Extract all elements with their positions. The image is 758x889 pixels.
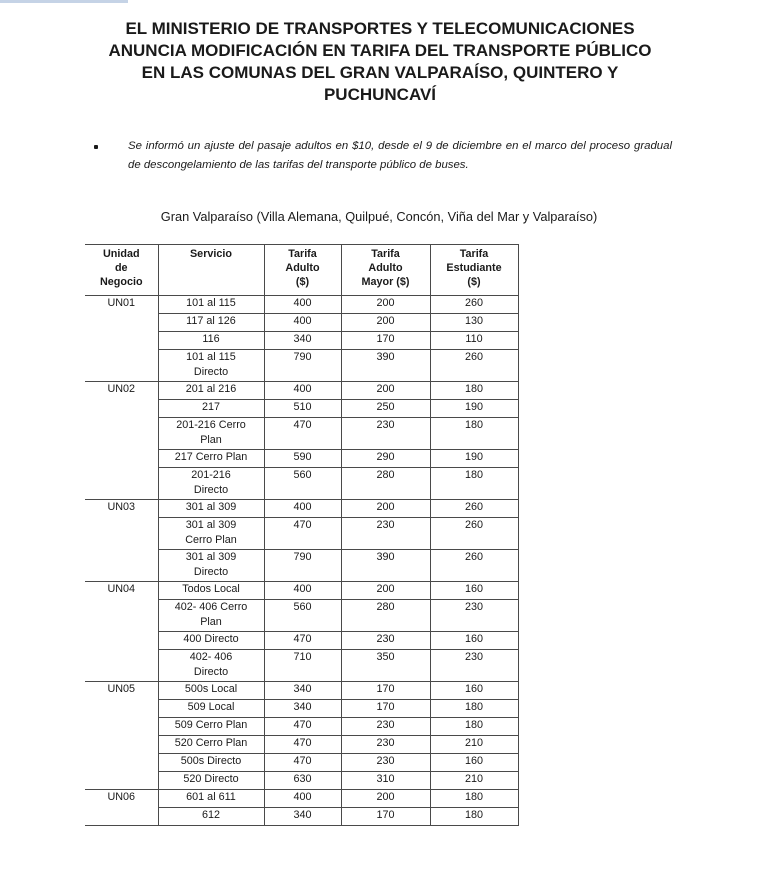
table-row <box>85 772 518 790</box>
cell-servicio: 101 al 115 Directo <box>158 350 264 382</box>
cell-tarifa-adulto-mayor: 280 <box>341 600 430 632</box>
cell-tarifa-adulto-mayor: 350 <box>341 650 430 682</box>
cell-tarifa-adulto-mayor: 290 <box>341 450 430 468</box>
cell-tarifa-estudiante: 180 <box>430 700 518 718</box>
cell-tarifa-adulto-mayor: 230 <box>341 418 430 450</box>
cell-tarifa-adulto-mayor: 230 <box>341 518 430 550</box>
cell-servicio: 217 Cerro Plan <box>158 450 264 468</box>
cell-unidad <box>85 418 158 450</box>
cell-tarifa-estudiante: 110 <box>430 332 518 350</box>
cell-unidad <box>85 314 158 332</box>
table-row <box>85 632 518 650</box>
cell-tarifa-adulto: 470 <box>264 754 341 772</box>
cell-unidad: UN01 <box>85 296 158 314</box>
cell-tarifa-adulto: 510 <box>264 400 341 418</box>
header-unidad: Unidad de Negocio <box>85 245 158 296</box>
table-row <box>85 518 518 550</box>
cell-tarifa-estudiante: 230 <box>430 600 518 632</box>
cell-tarifa-adulto: 560 <box>264 468 341 500</box>
table-row <box>85 582 518 600</box>
cell-tarifa-estudiante: 160 <box>430 582 518 600</box>
cell-unidad <box>85 350 158 382</box>
top-accent-bar <box>0 0 128 3</box>
cell-tarifa-adulto-mayor: 200 <box>341 382 430 400</box>
cell-unidad <box>85 450 158 468</box>
cell-tarifa-estudiante: 160 <box>430 632 518 650</box>
table-row <box>85 400 518 418</box>
table-row <box>85 296 518 314</box>
cell-unidad <box>85 332 158 350</box>
cell-servicio: Todos Local <box>158 582 264 600</box>
cell-tarifa-adulto-mayor: 310 <box>341 772 430 790</box>
table-row <box>85 650 518 682</box>
table-row <box>85 382 518 400</box>
cell-tarifa-estudiante: 160 <box>430 754 518 772</box>
cell-servicio: 201-216 Cerro Plan <box>158 418 264 450</box>
cell-servicio: 301 al 309 <box>158 500 264 518</box>
cell-servicio: 101 al 115 <box>158 296 264 314</box>
cell-servicio: 201 al 216 <box>158 382 264 400</box>
cell-unidad <box>85 700 158 718</box>
cell-tarifa-estudiante: 210 <box>430 736 518 754</box>
cell-servicio: 509 Local <box>158 700 264 718</box>
cell-tarifa-estudiante: 180 <box>430 718 518 736</box>
cell-tarifa-estudiante: 180 <box>430 790 518 808</box>
table-row <box>85 682 518 700</box>
cell-tarifa-adulto: 470 <box>264 518 341 550</box>
cell-tarifa-adulto-mayor: 230 <box>341 632 430 650</box>
table-row <box>85 418 518 450</box>
cell-tarifa-adulto-mayor: 170 <box>341 808 430 826</box>
cell-tarifa-adulto: 340 <box>264 700 341 718</box>
cell-servicio: 402- 406 Cerro Plan <box>158 600 264 632</box>
cell-tarifa-adulto: 790 <box>264 550 341 582</box>
cell-servicio: 301 al 309 Directo <box>158 550 264 582</box>
announcement-bullet <box>116 137 672 175</box>
cell-tarifa-estudiante: 180 <box>430 808 518 826</box>
cell-tarifa-adulto-mayor: 230 <box>341 754 430 772</box>
table-row <box>85 808 518 826</box>
cell-tarifa-adulto: 560 <box>264 600 341 632</box>
cell-servicio: 117 al 126 <box>158 314 264 332</box>
cell-tarifa-estudiante: 160 <box>430 682 518 700</box>
cell-servicio: 301 al 309 Cerro Plan <box>158 518 264 550</box>
table-row <box>85 600 518 632</box>
header-tarifa-estudiante: Tarifa Estudiante ($) <box>430 245 518 296</box>
table-row <box>85 450 518 468</box>
cell-tarifa-estudiante: 260 <box>430 518 518 550</box>
region-subtitle: Gran Valparaíso (Villa Alemana, Quilpué, Concón, Viña del Mar y Valparaíso) <box>160 209 598 224</box>
cell-servicio: 601 al 611 <box>158 790 264 808</box>
cell-tarifa-adulto-mayor: 200 <box>341 790 430 808</box>
table-row <box>85 468 518 500</box>
fare-table <box>85 244 519 826</box>
bullet-marker-icon <box>94 145 98 149</box>
fare-table-body <box>85 296 518 826</box>
cell-servicio: 402- 406 Directo <box>158 650 264 682</box>
table-row <box>85 500 518 518</box>
cell-tarifa-adulto: 340 <box>264 332 341 350</box>
table-row <box>85 736 518 754</box>
title-line: ANUNCIA MODIFICACIÓN EN TARIFA DEL TRANSPORTE PÚBLICO <box>108 41 652 60</box>
cell-tarifa-adulto-mayor: 200 <box>341 314 430 332</box>
page-title <box>60 18 700 106</box>
table-row <box>85 314 518 332</box>
header-tarifa-adulto-mayor: Tarifa Adulto Mayor ($) <box>341 245 430 296</box>
table-row <box>85 350 518 382</box>
cell-tarifa-estudiante: 210 <box>430 772 518 790</box>
cell-tarifa-estudiante: 260 <box>430 350 518 382</box>
cell-tarifa-estudiante: 180 <box>430 382 518 400</box>
cell-servicio: 509 Cerro Plan <box>158 718 264 736</box>
cell-tarifa-estudiante: 260 <box>430 550 518 582</box>
cell-tarifa-adulto-mayor: 280 <box>341 468 430 500</box>
table-header-row <box>85 245 518 296</box>
table-row <box>85 550 518 582</box>
cell-tarifa-adulto-mayor: 170 <box>341 682 430 700</box>
cell-tarifa-adulto: 400 <box>264 500 341 518</box>
cell-tarifa-estudiante: 260 <box>430 296 518 314</box>
cell-unidad <box>85 808 158 826</box>
cell-tarifa-adulto: 470 <box>264 418 341 450</box>
cell-tarifa-estudiante: 180 <box>430 468 518 500</box>
cell-unidad <box>85 772 158 790</box>
cell-tarifa-adulto-mayor: 170 <box>341 332 430 350</box>
cell-tarifa-adulto: 710 <box>264 650 341 682</box>
cell-tarifa-estudiante: 260 <box>430 500 518 518</box>
cell-unidad <box>85 468 158 500</box>
cell-servicio: 201-216 Directo <box>158 468 264 500</box>
cell-unidad <box>85 518 158 550</box>
header-tarifa-adulto: Tarifa Adulto ($) <box>264 245 341 296</box>
cell-tarifa-adulto: 340 <box>264 682 341 700</box>
table-row <box>85 700 518 718</box>
cell-tarifa-adulto: 590 <box>264 450 341 468</box>
cell-servicio: 500s Local <box>158 682 264 700</box>
cell-tarifa-adulto: 630 <box>264 772 341 790</box>
cell-unidad <box>85 550 158 582</box>
cell-tarifa-adulto-mayor: 230 <box>341 718 430 736</box>
cell-unidad <box>85 754 158 772</box>
cell-unidad <box>85 632 158 650</box>
cell-tarifa-estudiante: 230 <box>430 650 518 682</box>
cell-servicio: 217 <box>158 400 264 418</box>
cell-tarifa-adulto-mayor: 390 <box>341 550 430 582</box>
title-line: PUCHUNCAVÍ <box>323 85 437 104</box>
table-row <box>85 718 518 736</box>
table-row <box>85 754 518 772</box>
cell-tarifa-adulto: 470 <box>264 632 341 650</box>
cell-tarifa-adulto: 790 <box>264 350 341 382</box>
cell-tarifa-estudiante: 130 <box>430 314 518 332</box>
cell-tarifa-estudiante: 180 <box>430 418 518 450</box>
cell-servicio: 116 <box>158 332 264 350</box>
cell-unidad <box>85 650 158 682</box>
cell-servicio: 612 <box>158 808 264 826</box>
title-line: EN LAS COMUNAS DEL GRAN VALPARAÍSO, QUINTERO Y <box>141 63 619 82</box>
cell-tarifa-adulto: 470 <box>264 736 341 754</box>
cell-unidad: UN05 <box>85 682 158 700</box>
cell-unidad <box>85 600 158 632</box>
cell-tarifa-estudiante: 190 <box>430 450 518 468</box>
cell-tarifa-adulto-mayor: 230 <box>341 736 430 754</box>
cell-tarifa-adulto-mayor: 250 <box>341 400 430 418</box>
cell-unidad <box>85 400 158 418</box>
table-row <box>85 332 518 350</box>
cell-tarifa-adulto: 470 <box>264 718 341 736</box>
cell-servicio: 520 Cerro Plan <box>158 736 264 754</box>
cell-tarifa-adulto: 340 <box>264 808 341 826</box>
announcement-text: Se informó un ajuste del pasaje adultos en $10, desde el 9 de diciembre en el marco del proceso gradual de descongelamiento de las tarifas del transporte público de buses. <box>128 140 672 171</box>
cell-servicio: 400 Directo <box>158 632 264 650</box>
cell-unidad: UN03 <box>85 500 158 518</box>
cell-tarifa-adulto-mayor: 200 <box>341 500 430 518</box>
title-line: EL MINISTERIO DE TRANSPORTES Y TELECOMUNICACIONES <box>125 19 635 38</box>
cell-servicio: 520 Directo <box>158 772 264 790</box>
cell-unidad: UN02 <box>85 382 158 400</box>
cell-tarifa-adulto-mayor: 170 <box>341 700 430 718</box>
cell-tarifa-adulto-mayor: 390 <box>341 350 430 382</box>
header-servicio: Servicio <box>158 245 264 296</box>
cell-tarifa-estudiante: 190 <box>430 400 518 418</box>
cell-tarifa-adulto-mayor: 200 <box>341 582 430 600</box>
cell-tarifa-adulto-mayor: 200 <box>341 296 430 314</box>
cell-tarifa-adulto: 400 <box>264 382 341 400</box>
table-row <box>85 790 518 808</box>
cell-tarifa-adulto: 400 <box>264 296 341 314</box>
cell-unidad <box>85 736 158 754</box>
cell-tarifa-adulto: 400 <box>264 582 341 600</box>
cell-tarifa-adulto: 400 <box>264 790 341 808</box>
cell-unidad: UN04 <box>85 582 158 600</box>
cell-unidad: UN06 <box>85 790 158 808</box>
cell-unidad <box>85 718 158 736</box>
cell-tarifa-adulto: 400 <box>264 314 341 332</box>
cell-servicio: 500s Directo <box>158 754 264 772</box>
